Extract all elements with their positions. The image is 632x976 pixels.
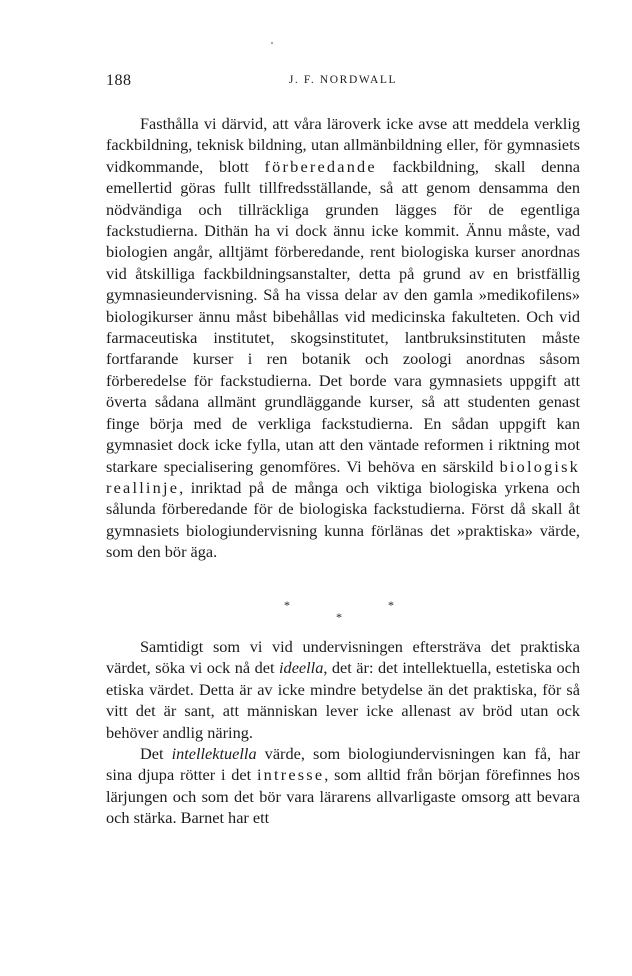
emphasis-italic: ideella xyxy=(279,658,324,678)
text-run: Samtidigt som vi vid undervisningen eftersträva det praktiska värdet, söka vi ock nå det xyxy=(106,637,580,678)
text-run: fackbildning, skall denna emellertid göras fullt tillfredsställande, så att genom densamma den nödvändiga och tillräckliga grunden lägges för de egentliga fackstudierna. Dithän ha vi dock ännu icke kommit. Ännu måste, vad biologien angår, alltjämt förberedande, rent biologiska kurser anordnas vid åtskilliga fackbildningsanstalter, detta på grund av en bristfällig gymnasieundervisning. Så ha vissa delar av den gamla »medikofilens» biologikurser ännu måst bibehållas vid medicinska fakulteten. Och vid farmaceutiska institutet, skogsinstitutet, lantbruksinstituten måste fortfarande kurser i ren botanik och zoologi anordnas såsom förberedelse för fackstudierna. Det borde vara gymnasiets uppgift att överta sådana allmänt grundläggande kurser, så att studenten genast finge börja med de verkliga fackstudierna. En sådan uppgift kan gymnasiet dock icke fylla, utan att den väntade reformen i riktning mot starkare specialisering genomföres. Vi behöva en särskild xyxy=(106,156,580,476)
asterism-star: * xyxy=(284,598,290,612)
asterism-star: * xyxy=(388,598,394,612)
text-block-ideal-value xyxy=(106,636,580,829)
emphasis-italic: intellektuella xyxy=(171,744,257,764)
section-asterism xyxy=(106,598,580,628)
paragraph xyxy=(106,113,580,563)
paragraph xyxy=(106,636,580,743)
page-number: 188 xyxy=(106,72,132,89)
emphasis-spaced: förberedande xyxy=(264,156,377,176)
text-run: , inriktad på de många och viktiga biologiska yrkena och sålunda förberedande för de biologiska fackstudierna. Först då skall åt gymnasiets biologiundervisning kunna förlänas det »praktiska» värde, som den bör äga. xyxy=(106,477,580,562)
running-head: J. F. NORDWALL xyxy=(288,74,398,86)
paper-speck xyxy=(271,42,273,44)
emphasis-spaced: biologisk reallinje xyxy=(106,456,580,497)
page-header xyxy=(106,72,580,94)
text-run: värde, som biologiundervisningen kan få, har sina djupa rötter i det xyxy=(106,744,580,785)
emphasis-spaced: intresse xyxy=(256,765,325,785)
paragraph xyxy=(106,743,580,829)
text-run: Det xyxy=(140,744,172,764)
text-block-practical-value xyxy=(106,113,580,563)
text-run: Fasthålla vi därvid, att våra läroverk icke avse att meddela verklig fackbildning, teknisk bildning, utan allmänbildning eller, för gymnasiets vidkommande, blott xyxy=(106,114,580,176)
asterism-star: * xyxy=(336,610,342,624)
text-run: , som alltid från början förefinnes hos lärjungen och som det bör vara lärarens allvarligaste omsorg att bevara och stärka. Barnet har ett xyxy=(106,765,581,828)
text-run: , det är: det intellektuella, estetiska och etiska värdet. Detta är av icke mindre betydelse än det praktiska, för så vitt det är sant, att människan lever icke allenast av bröd utan ock behöver andlig näring. xyxy=(106,658,580,742)
